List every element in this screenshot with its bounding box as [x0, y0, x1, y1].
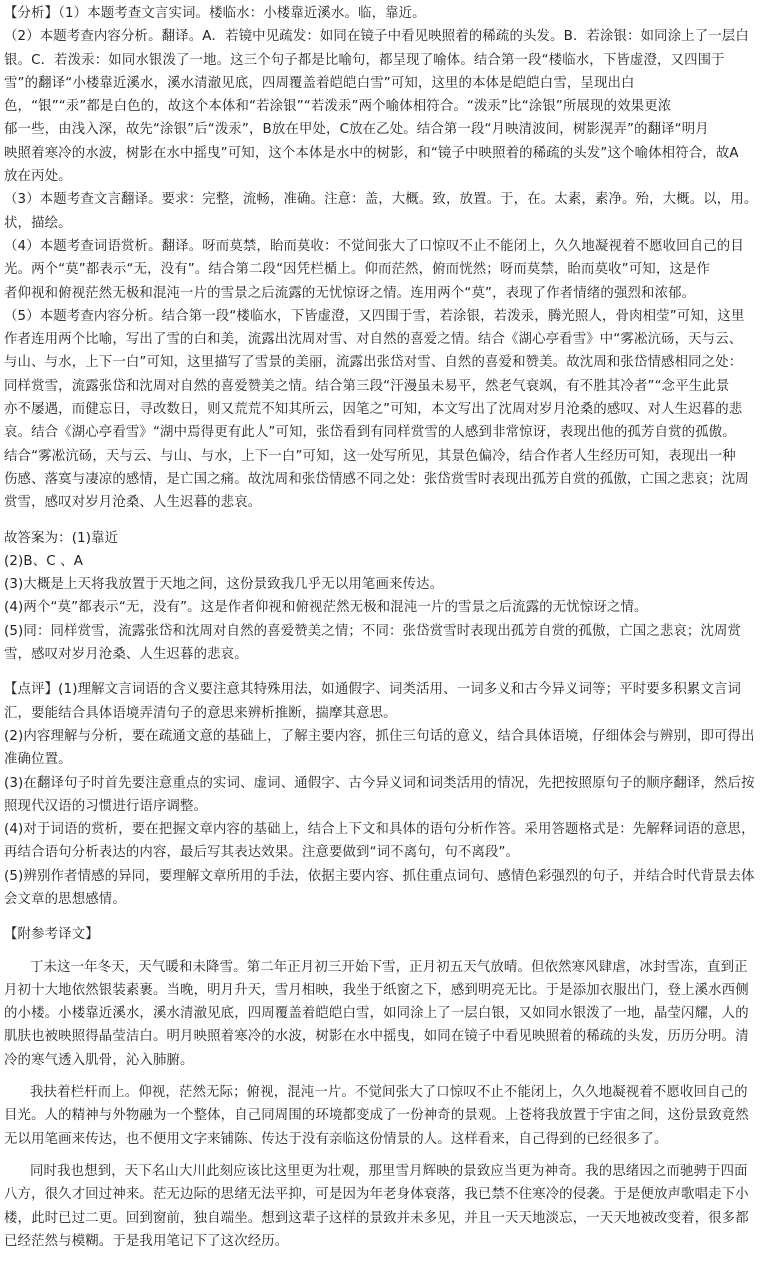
translation-line: 同时我也想到，天下名山大川此刻应该比这里更为壮观，那里雪月辉映的景致应当更为神奇。我的思绪因之而驰骋于四面: [30, 1163, 748, 1179]
answer-line: (2)B、C 、A: [4, 553, 84, 569]
translation-line: 八方，很久才回过神来。茫无边际的思绪无法平抑，可是因为年老身体衰落，我已禁不住寒冷的侵袭。于是便放声歌唱走下小: [4, 1187, 749, 1203]
comment-line: (5)辨别作者情感的异同，要理解文章所用的手法，依据主要内容、抓住重点词句、感情色彩强烈的句子，并结合时代背景去体: [4, 868, 755, 884]
answer-line: 故答案为：(1)靠近: [4, 530, 119, 546]
translation-paragraph: [4, 956, 774, 1072]
translation-line: 的小楼。小楼靠近溪水，溪水清澈见底，四周覆盖着皑皑白雪，如同涂上了一层白银，又如同水银泼了一地，晶莹闪耀，人的: [4, 1006, 749, 1022]
answer-line: 雪，感叹对岁月沧桑、人生迟暮的悲哀。: [4, 647, 248, 663]
analysis-line: 者仰视和俯视茫然无极和混沌一片的雪景之后流露的无忧惊讶之情。连用两个“莫”，表现了作者情绪的强烈和浓郁。: [4, 285, 696, 301]
analysis-line: 色，“银”“汞”都是白色的，故这个本体和“若涂银”“若泼汞”两个喻体相符合。“泼汞”比“涂银”所展现的效果更浓: [4, 99, 672, 115]
comment-line: 汇，要能结合具体语境弄清句子的意思来辨析推断，揣摩其意思。: [4, 705, 397, 721]
analysis-line: （3）本题考查文言翻译。要求：完整，流畅，准确。注意：盖，大概。致，放置。于，在。太素，素净。殆，大概。以，用。: [4, 192, 758, 208]
translation-line: 目光。人的精神与外物融为一个整体，自己同周围的环境都变成了一份神奇的景观。上苍将我放置于宇宙之间，这份景致竟然: [4, 1108, 749, 1124]
answer-line: (5)同：同样赏雪，流露张岱和沈周对自然的喜爱赞美之情；不同：张岱赏雪时表现出孤芳自赏的孤傲，亡国之悲哀；沈周赏: [4, 623, 742, 639]
analysis-line: 银。C．若泼汞：如同水银泼了一地。这三个句子都是比喻句，都呈现了喻体。结合第一段“楼临水，下皆虚澄，又四围于: [4, 52, 725, 68]
translation-paragraph: [4, 1081, 774, 1151]
answer-section: [4, 527, 774, 667]
analysis-line: 结合“雾凇沆砀，天与云、与山、与水，上下一白”可知，这一处写所见，其景色偏冷，结合作者人生经历可知，表现出一种: [4, 448, 736, 464]
analysis-line: （2）本题考查内容分析。翻译。A．若镜中见疏发：如同在镜子中看见映照着的稀疏的头发。B．若涂银：如同涂上了一层白: [4, 29, 749, 45]
answer-line: (4)两个“莫”都表示“无，没有”。这是作者仰视和俯视茫然无极和混沌一片的雪景之后流露的无忧惊讶之情。: [4, 600, 648, 616]
translation-line: 已经茫然与模糊。于是我用笔记下了这次经历。: [4, 1233, 289, 1249]
analysis-line: （5）本题考查内容分析。结合第一段“楼临水，下皆虚澄，又四围于雪，若涂银，若泼汞，腾光照人，骨肉相莹”可知，这里: [4, 308, 745, 324]
translation-paragraph: [4, 1160, 774, 1253]
comment-line: 【点评】(1)理解文言词语的含义要注意其特殊用法，如通假字、词类活用、一词多义和古今异义词等；平时要多积累文言词: [4, 682, 742, 698]
translation-line: 月初十大地依然银装素裹。当晚，明月升天，雪月相映，我坐于纸窗之下，感到明亮无比。于是添加衣服出门，登上溪水西侧: [4, 982, 749, 998]
translation-line: 冷的寒气透入肌骨，沁入肺腑。: [4, 1052, 194, 1068]
analysis-line: 映照着寒冷的水波，树影在水中摇曳”可知，这个本体是水中的树影，和“镜子中映照着的稀疏的头发”这个喻体相符合，故A: [4, 145, 739, 161]
analysis-line: 亦不屡遇，而健忘日，寻改数日，则又荒荒不知其所云，因笔之”可知，本文写出了沈周对岁月沧桑的感叹、对人生迟暮的悲: [4, 402, 743, 418]
translation-line: 肌肤也被映照得晶莹洁白。明月映照着寒冷的水波，树影在水中摇曳，如同在镜子中看见映照着的稀疏的头发，历历分明。清: [4, 1029, 749, 1045]
analysis-line: 与山、与水，上下一白”可知，这里描写了雪景的美丽，流露出张岱对雪、自然的喜爱和赞美。故沈周和张岱情感相同之处：: [4, 355, 743, 371]
analysis-line: 同样赏雪，流露张岱和沈周对自然的喜爱赞美之情。结合第三段“汗漫虽未易平，然老气衰飒，有不胜其冷者”“念平生此景: [4, 378, 730, 394]
comment-line: 照现代汉语的习惯进行语序调整。: [4, 798, 208, 814]
comment-line: (2)内容理解与分析，要在疏通文意的基础上，了解主要内容，抓住三句话的意义，结合具体语境，仔细体会与辨别，即可得出: [4, 728, 755, 744]
analysis-line: 【分析】（1）本题考查文言实词。楼临水：小楼靠近溪水。临，靠近。: [4, 6, 426, 21]
comment-line: 再结合语句分析表达的内容，最后写其表达效果。注意要做到“词不离句，句不离段”。: [4, 845, 520, 861]
translation-line: 丁未这一年冬天，天气暖和未降雪。第二年正月初三开始下雪，正月初五天气放晴。但依然寒风肆虐，冰封雪冻，直到正: [30, 959, 748, 975]
analysis-line: 哀。结合《湖心亭看雪》“湖中焉得更有此人”可知，张岱看到有同样赏雪的人感到非常惊讶，表现出他的孤芳自赏的孤傲。: [4, 425, 736, 441]
translation-section: [4, 923, 774, 1253]
analysis-line: 作者连用两个比喻，写出了雪的白和美，流露出沈周对雪、对自然的喜爱之情。结合《湖心亭看雪》中“雾凇沆砀，天与云、: [4, 332, 743, 348]
analysis-line: （4）本题考查词语赏析。翻译。呀而莫禁，眙而莫收：不觉间张大了口惊叹不止不能闭上，久久地凝视着不愿收回自己的目: [4, 238, 744, 254]
analysis-line: 雪”的翻译“小楼靠近溪水，溪水清澈见底，四周覆盖着皑皑白雪”可知，这里的本体是皑皑白雪，呈现出白: [4, 75, 635, 91]
comment-line: 会文章的思想感情。: [4, 891, 126, 907]
translation-line: 我扶着栏杆而上。仰视，茫然无际；俯视，混沌一片。不觉间张大了口惊叹不止不能闭上，久久地凝视着不愿收回自己的: [30, 1085, 748, 1101]
analysis-line: 光。两个“莫”都表示“无，没有”。结合第二段“因凭栏楯上。仰而茫然，俯而恍然；呀而莫禁，眙而莫收”可知，这是作: [4, 262, 711, 278]
comment-line: 准确位置。: [4, 752, 72, 768]
analysis-line: 伤感、落寞与凄凉的感情，是亡国之痛。故沈周和张岱情感不同之处：张岱赏雪时表现出孤芳自赏的孤傲，亡国之悲哀；沈周: [4, 471, 749, 487]
translation-line: 无以用笔画来传达，也不便用文字来铺陈、传达于没有亲临这份情景的人。这样看来，自己得到的已经很多了。: [4, 1131, 668, 1147]
translation-line: 楼，此时已过二更。回到窗前，独自端坐。想到这辈子这样的景致并未多见，并且一天天地淡忘，一天天地被改变着，很多都: [4, 1210, 749, 1226]
analysis-line: 状，描绘。: [4, 215, 72, 231]
comment-line: (3)在翻译句子时首先要注意重点的实词、虚词、通假字、古今异义词和词类活用的情况，先把按照原句子的顺序翻译，然后按: [4, 775, 755, 791]
translation-heading: 【附参考译文】: [4, 927, 99, 943]
answer-line: (3)大概是上天将我放置于天地之间，这份景致我几乎无以用笔画来传达。: [4, 577, 444, 593]
analysis-line: 郁一些，由浅入深，故先“涂银”后“泼汞”，B放在甲处，C放在乙处。结合第一段“月映清波间，树影滉弄”的翻译“明月: [4, 122, 709, 138]
analysis-line: 放在丙处。: [4, 169, 72, 185]
comment-section: [4, 678, 774, 911]
comment-line: (4)对于词语的赏析，要在把握文章内容的基础上，结合上下文和具体的语句分析作答。采用答题格式是：先解释词语的意思，: [4, 822, 755, 838]
analysis-section: [4, 2, 774, 515]
analysis-line: 赏雪，感叹对岁月沧桑、人生迟暮的悲哀。: [4, 495, 262, 511]
